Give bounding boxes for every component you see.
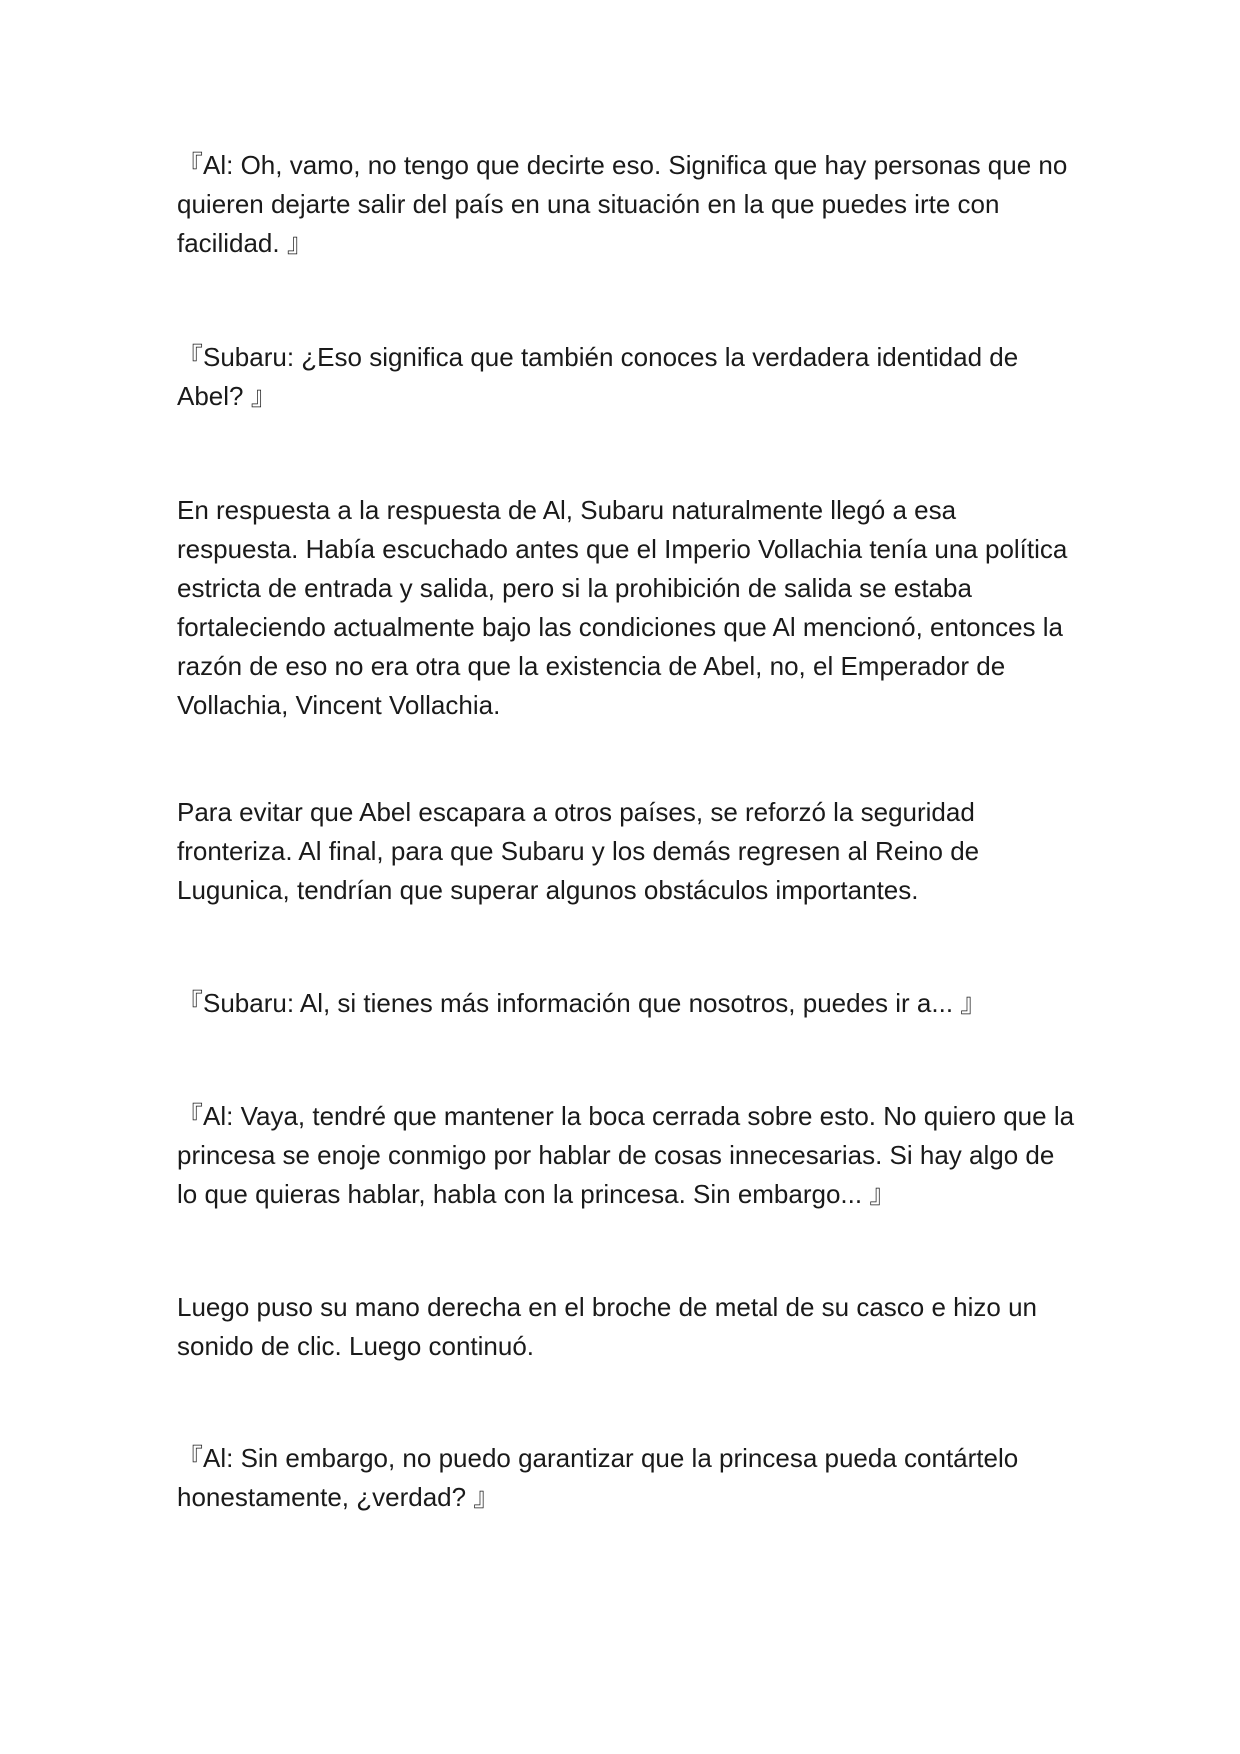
narration-paragraph-3: Luego puso su mano derecha en el broche de metal de su casco e hizo un sonido de clic. Luego continuó. — [177, 1292, 1045, 1361]
dialogue-al-2: 『Al: Vaya, tendré que mantener la boca cerrada sobre esto. No quiero que la princesa se enoje conmigo por hablar de cosas innecesarias. Si hay algo de lo que quieras hablar, habla con la princesa. Sin embargo... 』 — [177, 1101, 1082, 1209]
dialogue-al-1: 『Al: Oh, vamo, no tengo que decirte eso. Significa que hay personas que no quieren dejarte salir del país en una situación en la que puedes irte con facilidad. 』 — [177, 150, 1075, 258]
narration-paragraph-1: En respuesta a la respuesta de Al, Subaru naturalmente llegó a esa respuesta. Había escuchado antes que el Imperio Vollachia tenía una política estricta de entrada y salida, pero si la prohibición de salida se estaba fortaleciendo actualmente bajo las condiciones que Al mencionó, entonces la razón de eso no era otra que la existencia de Abel, no, el Emperador de Vollachia, Vincent Vollachia. — [177, 495, 1075, 720]
dialogue-subaru-2: 『Subaru: Al, si tienes más información que nosotros, puedes ir a... 』 — [177, 988, 987, 1018]
dialogue-al-3: 『Al: Sin embargo, no puedo garantizar que la princesa pueda contártelo honestamente, ¿verdad? 』 — [177, 1443, 1026, 1512]
narration-paragraph-2: Para evitar que Abel escapara a otros países, se reforzó la seguridad fronteriza. Al final, para que Subaru y los demás regresen al Reino de Lugunica, tendrían que superar algunos obstáculos importantes. — [177, 797, 987, 905]
dialogue-subaru-1: 『Subaru: ¿Eso significa que también conoces la verdadera identidad de Abel? 』 — [177, 342, 1024, 411]
